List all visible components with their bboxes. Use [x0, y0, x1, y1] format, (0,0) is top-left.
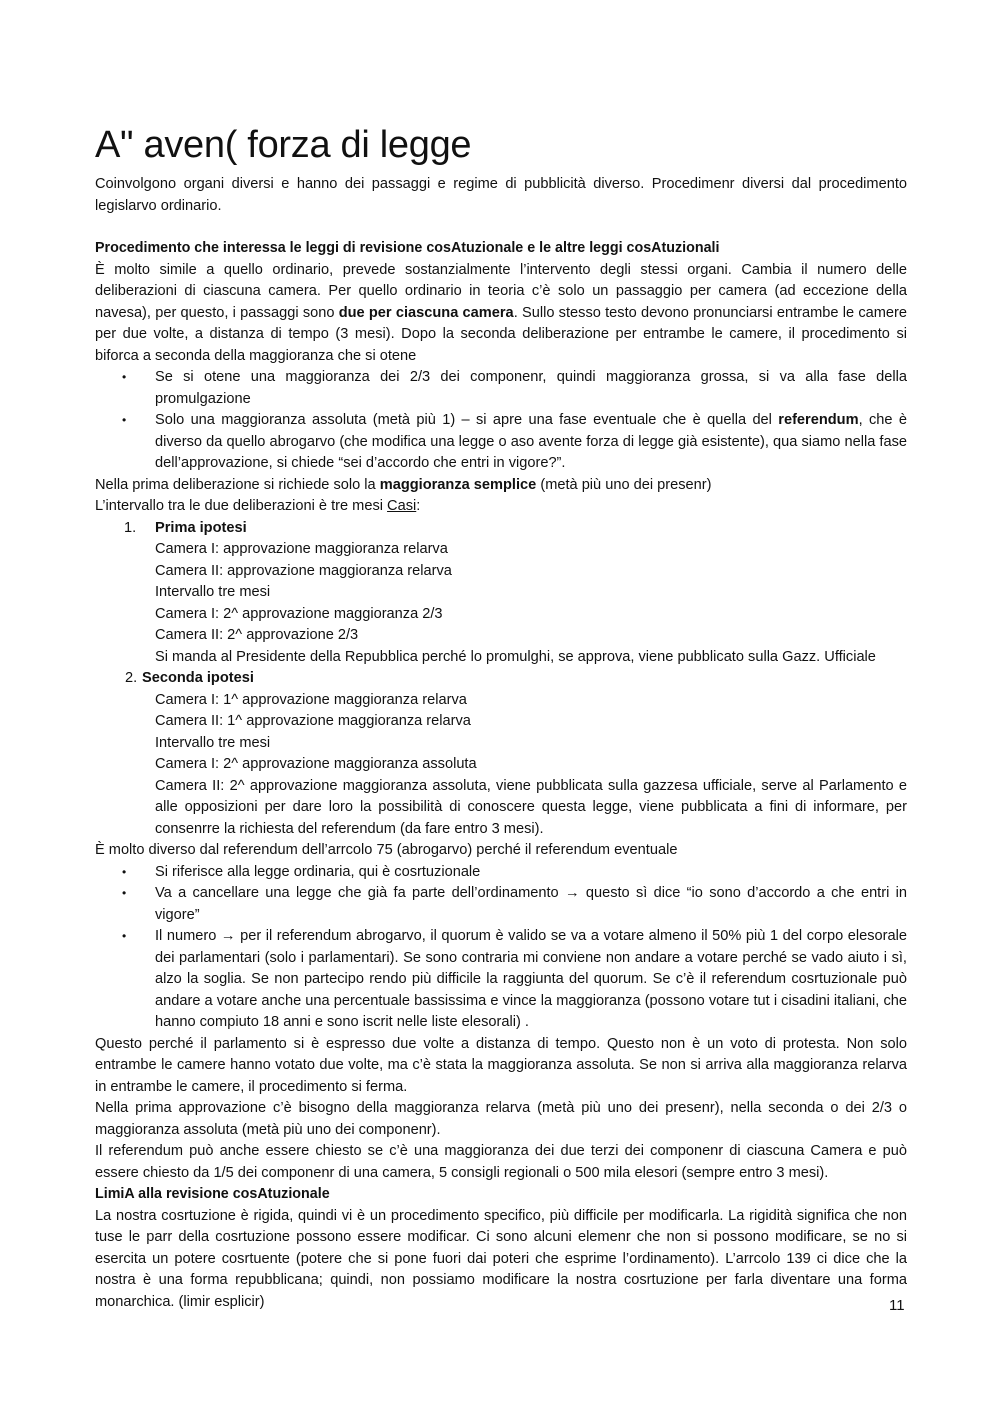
bold-text: maggioranza semplice — [379, 476, 537, 493]
case-1-line: Intervallo tre mesi — [155, 584, 271, 600]
difference-intro: È molto diverso dal referendum dell’arrcolo 75 (abrogarvo) perché il referendum eventuale — [95, 842, 678, 858]
bullet-icon: • — [122, 929, 127, 943]
case-2-line: Camera II: 1^ approvazione maggioranza relarva — [155, 713, 471, 729]
bold-text: due per ciascuna camera — [338, 304, 514, 321]
paragraph-prima-approvazione: Nella prima approvazione c’è bisogno della maggioranza relarva (metà più uno dei presenr), nella seconda o dei 2/3 o maggioranza assoluta (metà più uno dei componenr). — [95, 1100, 907, 1138]
section-heading-procedimento: Procedimento che interessa le leggi di revisione cosAtuzionale e le altre leggi cosAtuzionali — [95, 240, 720, 256]
case-1-line: Camera I: 2^ approvazione maggioranza 2/3 — [155, 605, 443, 622]
list-number: 2. — [125, 670, 138, 686]
list-item-text: Va a cancellare una legge che già fa parte dell’ordinamento → questo sì dice “io sono d’accordo a che entri in vigore” — [155, 885, 907, 923]
bullet-list-maggioranza — [95, 367, 907, 475]
paragraph-procedimento — [95, 260, 907, 368]
paragraph-text: (metà più uno dei presenr) — [536, 476, 712, 493]
case-1-line: Si manda al Presidente della Repubblica perché lo promulghi, se approva, viene pubblicato sulla Gazz. Ufficiale — [155, 648, 876, 665]
paragraph-limiti: La nostra cosrtuzione è rigida, quindi vi è un procedimento specifico, più difficile per modificarla. La rigidità significa che non tuse le parr della cosrtuzione possono essere modificar. Ci sono alcuni elemenr che non si possono modificare, se no si esercita un potere cosrtuente (potere che si pone fuori dai poteri che esprime l’ordinamento). L’arrcolo 139 ci dice che la nostra è una forma repubblicana; quindi, non possiamo modificare la nostra cosrtuzione per farla diventare una forma monarchica. (limir esplicir) — [95, 1207, 907, 1310]
bullet-list-differences — [95, 862, 907, 1034]
page-title: A" aven( forza di legge — [95, 124, 472, 166]
paragraph-text: L’intervallo tra le due deliberazioni è tre mesi — [95, 498, 388, 514]
document-page — [95, 122, 907, 1313]
case-label: Seconda ipotesi — [142, 670, 254, 686]
list-item — [95, 883, 907, 926]
case-2-heading — [95, 668, 907, 690]
paragraph-text: Nella prima deliberazione si richiede solo la — [95, 476, 380, 493]
paragraph-text: È molto simile a quello ordinario, prevede sostanzialmente l’intervento degli stessi organi. Cambia il numero delle deliberazioni di ciascuna camera. Per quello ordinario in teoria c’è solo un passaggio per camera (ad eccezione della navesa), per questo, i passaggi sono — [95, 261, 907, 321]
list-item-text: Il numero → per il referendum abrogarvo, il quorum è valido se va a votare almeno il 50% più 1 del corpo elesorale dei parlamentari (solo i parlamentari). Se sono contraria mi conviene non andare a votare perché se vado aiuto i sì, alzo la soglia. Se non partecipo rendo più difficile la raggiunta del quorum. Se c’è il referendum cosrtuzionale può andare a votare anche una percentuale bassissima e vince la maggioranza (possono votare tut i cisadini italiani, che hanno compiuto 18 anni e sono iscrit nelle liste elesorali) . — [155, 928, 907, 1030]
list-item — [95, 410, 907, 475]
bold-text: referendum — [778, 412, 859, 428]
paragraph-text: : — [416, 498, 421, 514]
case-1-heading — [95, 518, 907, 540]
interval-line — [95, 496, 907, 518]
list-item — [95, 367, 907, 410]
paragraph-text: . Sullo stesso testo devono pronunciarsi entrambe le camere per due volte, a distanza di tempo (3 mesi). Dopo la seconda deliberazione per entrambe le camere, il procedimento si biforca a seconda della maggioranza che si otene — [95, 304, 908, 364]
case-label: Prima ipotesi — [155, 519, 247, 536]
intro-paragraph: Coinvolgono organi diversi e hanno dei passaggi e regime di pubblicità diverso. Procedimenr diversi dal procedimento legislarvo ordinario. — [95, 176, 907, 214]
bullet-icon: • — [122, 370, 127, 384]
bullet-icon: • — [122, 864, 127, 879]
section-heading-limiti: LimiA alla revisione cosAtuzionale — [95, 1186, 330, 1202]
bullet-icon: • — [122, 886, 127, 900]
list-item-text: Si riferisce alla legge ordinaria, qui è cosrtuzionale — [155, 863, 481, 880]
page-number: 11 — [889, 1297, 905, 1314]
first-deliberation-line — [95, 475, 907, 497]
case-2-line: Camera I: 1^ approvazione maggioranza relarva — [155, 691, 467, 708]
case-2-line: Intervallo tre mesi — [155, 734, 271, 751]
case-2-line: Camera I: 2^ approvazione maggioranza assoluta — [155, 756, 477, 772]
list-item — [95, 926, 907, 1034]
list-item — [95, 862, 907, 884]
paragraph-referendum: Il referendum può anche essere chiesto se c’è una maggioranza dei due terzi dei componenr di ciascuna Camera e può essere chiesto da 1/5 dei componenr di una camera, 5 consigli regionali o 500 mila elesori (sempre entro 3 mesi). — [95, 1143, 907, 1181]
list-item-text: , che è diverso da quello abrogarvo (che modifica una legge o aso avente forza di legge già esistente), qua siamo nella fase dell’approvazione, si chiede “sei d’accordo che entri in vigore?”. — [155, 412, 907, 471]
paragraph-questo: Questo perché il parlamento si è espresso due volte a distanza di tempo. Questo non è un voto di protesta. Non solo entrambe le camere hanno votato due volte, ma c’è stata la maggioranza assoluta. Se non si arriva alla maggioranza relarva in entrambe le camere, il procedimento si ferma. — [95, 1035, 907, 1095]
case-2-line: Camera II: 2^ approvazione maggioranza assoluta, viene pubblicata sulla gazzesa ufficiale, serve al Parlamento e alle opposizioni per dare loro la possibilità di conoscere questa legge, viene pubblicata a fini di informare, per consenrre la richiesta del referendum (da fare entro 3 mesi). — [155, 777, 907, 837]
case-1-line: Camera I: approvazione maggioranza relarva — [155, 541, 448, 557]
case-1-line: Camera II: 2^ approvazione 2/3 — [155, 627, 359, 643]
underlined-text: Casi — [387, 498, 417, 514]
list-item-text: Se si otene una maggioranza dei 2/3 dei componenr, quindi maggioranza grossa, si va alla fase della promulgazione — [155, 369, 907, 407]
spacer — [95, 217, 907, 238]
list-number: 1. — [124, 519, 137, 536]
bullet-icon: • — [122, 413, 127, 427]
case-1-line: Camera II: approvazione maggioranza relarva — [155, 562, 452, 579]
list-item-text: Solo una maggioranza assoluta (metà più 1) – si apre una fase eventuale che è quella del — [155, 412, 779, 428]
